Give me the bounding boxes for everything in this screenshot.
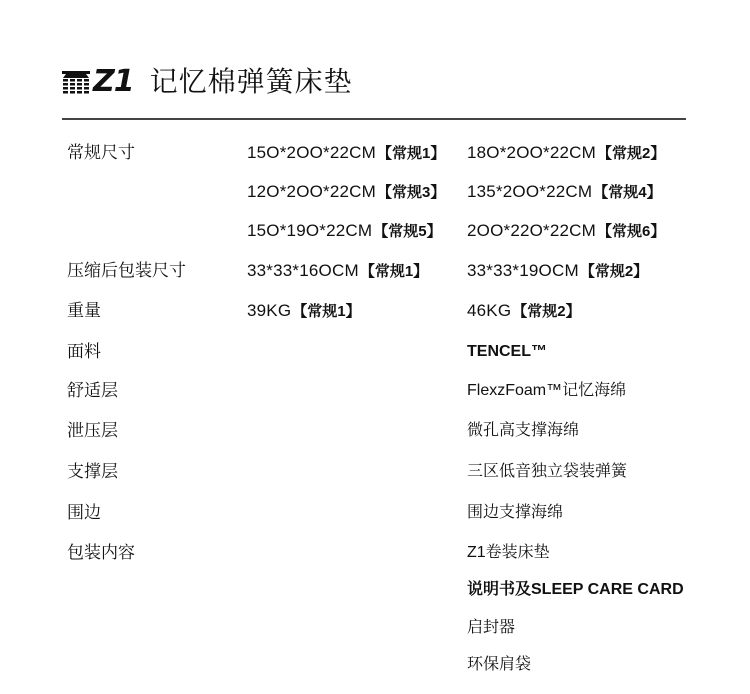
spec-value: 三区低音独立袋装弹簧 (467, 463, 628, 480)
spec-value: FlexzFoam™记忆海绵 (467, 382, 627, 399)
row-label: 泄压层 (67, 421, 118, 440)
size-value (247, 140, 445, 167)
spec-row-comfort-layer (0, 378, 750, 404)
spec-row-size-2 (0, 179, 750, 205)
spec-row-fabric (0, 339, 750, 365)
row-label: 重量 (67, 301, 101, 320)
row-label: 常规尺寸 (67, 143, 135, 162)
size-value (467, 140, 665, 167)
size-value (247, 179, 445, 206)
spec-value: 启封器 (467, 619, 516, 636)
row-label: 包装内容 (67, 543, 135, 562)
spec-row-size-3 (0, 218, 750, 244)
brand-logo (62, 64, 134, 99)
spec-row-size-1 (0, 140, 750, 166)
size-text: 135*2OO*22CM (467, 182, 593, 201)
row-label: 围边 (67, 503, 101, 522)
spec-row-pressure-layer (0, 418, 750, 444)
spec-value: TENCEL™ (467, 343, 547, 360)
row-label: 面料 (67, 342, 101, 361)
size-value (467, 218, 665, 245)
spec-row-package-contents-4 (0, 652, 750, 678)
variant-tag: 【常规3】 (377, 184, 446, 201)
size-text: 15O*19O*22CM (247, 221, 373, 240)
weight-text: 39KG (247, 301, 292, 320)
weight-text: 46KG (467, 301, 512, 320)
spec-row-edge (0, 500, 750, 526)
size-text: 15O*2OO*22CM (247, 143, 377, 162)
spec-row-package-size (0, 258, 750, 284)
variant-tag: 【常规2】 (597, 145, 666, 162)
variant-tag: 【常规5】 (373, 223, 442, 240)
spec-value: 微孔高支撑海绵 (467, 422, 580, 439)
spec-value: Z1卷装床垫 (467, 544, 550, 561)
size-text: 33*33*19OCM (467, 261, 579, 280)
spec-value: 围边支撑海绵 (467, 504, 564, 521)
header-divider (62, 118, 686, 120)
spec-row-support-layer (0, 459, 750, 485)
size-value (247, 218, 442, 245)
row-label: 支撑层 (67, 462, 118, 481)
spec-row-package-contents-3 (0, 615, 750, 641)
size-text: 18O*2OO*22CM (467, 143, 597, 162)
row-label: 舒适层 (67, 381, 118, 400)
spec-row-package-contents-2 (0, 577, 750, 603)
size-value (247, 258, 428, 285)
spec-value: 说明书及SLEEP CARE CARD (467, 581, 684, 598)
page-title: 记忆棉弹簧床垫 (149, 66, 353, 97)
variant-tag: 【常规1】 (359, 263, 429, 280)
size-text: 33*33*16OCM (247, 261, 359, 280)
size-text: 2OO*22O*22CM (467, 221, 597, 240)
page-header (62, 62, 353, 102)
spec-row-package-contents (0, 540, 750, 566)
size-value (467, 258, 648, 285)
logo-text: Z1 (93, 64, 134, 99)
variant-tag: 【常规1】 (292, 303, 361, 320)
spec-row-weight (0, 298, 750, 324)
variant-tag: 【常规4】 (593, 184, 662, 201)
weight-value (247, 298, 361, 325)
spec-value: 环保肩袋 (467, 656, 532, 673)
size-text: 12O*2OO*22CM (247, 182, 377, 201)
variant-tag: 【常规2】 (579, 263, 649, 280)
size-value (467, 179, 662, 206)
brand-mark-icon (62, 68, 90, 96)
weight-value (467, 298, 581, 325)
row-label: 压缩后包装尺寸 (67, 261, 186, 280)
variant-tag: 【常规1】 (377, 145, 446, 162)
variant-tag: 【常规6】 (597, 223, 666, 240)
variant-tag: 【常规2】 (512, 303, 581, 320)
